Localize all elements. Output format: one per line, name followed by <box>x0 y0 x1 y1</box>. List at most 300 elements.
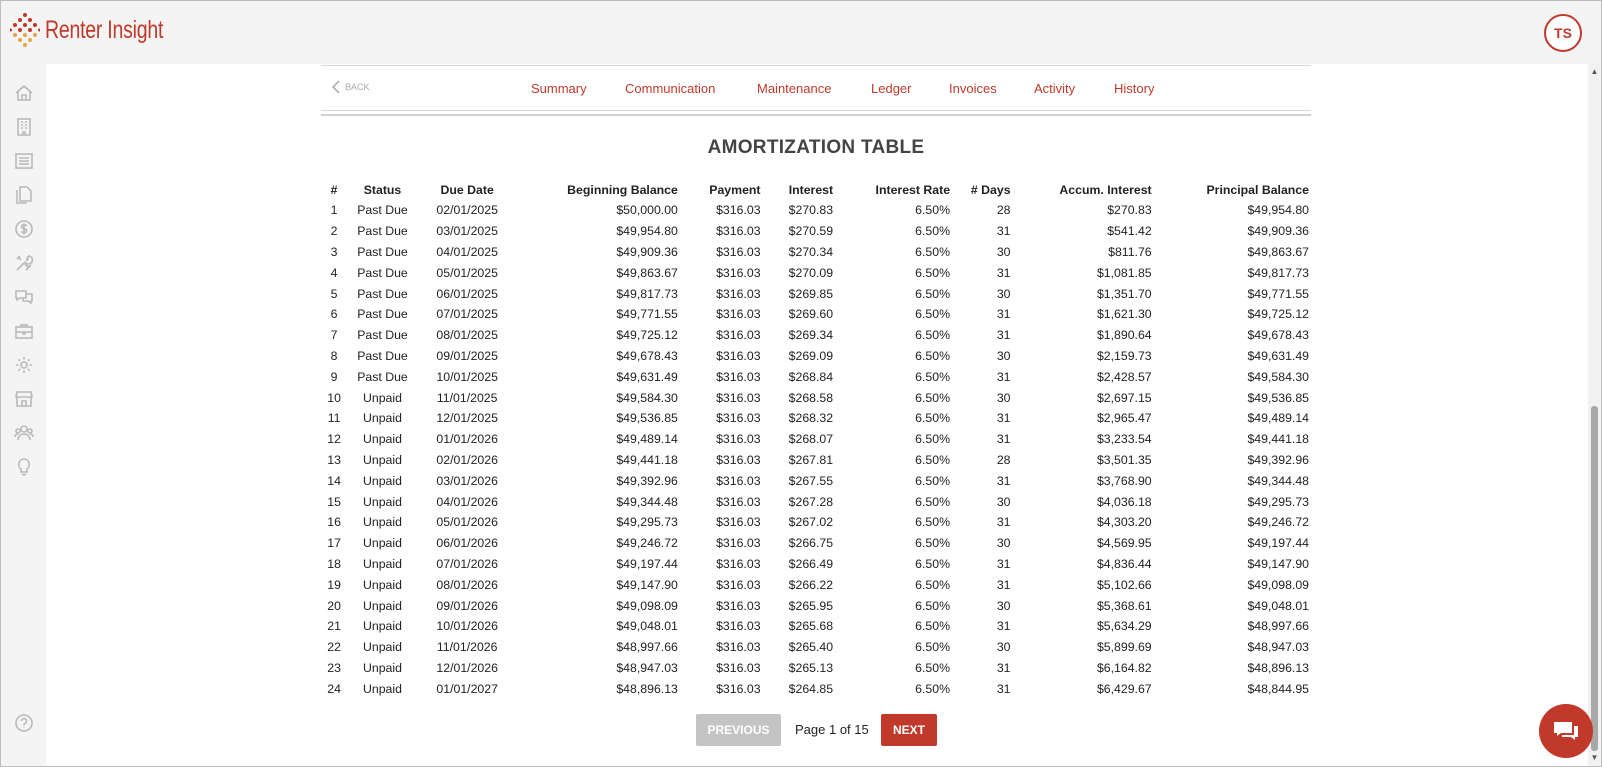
tab-activity[interactable]: Activity <box>1034 81 1076 96</box>
cell-row-number: 11 <box>327 411 341 426</box>
cell-status: Unpaid <box>363 660 402 675</box>
cell-principal-balance: $49,678.43 <box>1247 328 1309 343</box>
cell-accum-interest: $4,036.18 <box>1096 494 1152 509</box>
chat-icon[interactable] <box>13 286 35 308</box>
column-header: # Days <box>970 182 1011 197</box>
cell-payment: $316.03 <box>716 536 761 551</box>
cell-row-number: 16 <box>327 515 341 530</box>
cell-interest: $269.60 <box>788 307 834 322</box>
cell-payment: $316.03 <box>716 432 761 447</box>
scroll-up-arrow-icon[interactable]: ▲ <box>1590 67 1599 76</box>
users-icon[interactable] <box>13 422 35 444</box>
cell-due-date: 05/01/2025 <box>436 265 498 280</box>
cell-status: Unpaid <box>363 556 402 571</box>
cell-beginning-balance: $49,441.18 <box>616 452 678 467</box>
cell-payment: $316.03 <box>716 224 761 239</box>
cell-principal-balance: $49,392.96 <box>1247 452 1309 467</box>
cell-interest: $265.13 <box>788 660 834 675</box>
table-row <box>321 491 1311 512</box>
cell-beginning-balance: $49,817.73 <box>616 286 678 301</box>
cell-row-number: 21 <box>327 619 341 634</box>
cell-beginning-balance: $49,197.44 <box>616 556 678 571</box>
cell-due-date: 09/01/2026 <box>436 598 498 613</box>
cell-accum-interest: $6,164.82 <box>1096 660 1152 675</box>
dollar-icon[interactable] <box>13 218 35 240</box>
storefront-icon[interactable] <box>13 388 35 410</box>
cell-due-date: 07/01/2026 <box>436 556 498 571</box>
table-row <box>321 325 1311 346</box>
cell-interest-rate: 6.50% <box>915 390 951 405</box>
cell-interest-rate: 6.50% <box>915 598 951 613</box>
cell-days: 30 <box>996 286 1011 301</box>
cell-beginning-balance: $50,000.00 <box>616 203 678 218</box>
cell-due-date: 04/01/2025 <box>436 244 498 259</box>
table-row <box>321 595 1311 616</box>
cell-row-number: 12 <box>327 432 341 447</box>
column-header: Due Date <box>440 182 494 197</box>
table-row <box>321 200 1311 221</box>
cell-interest-rate: 6.50% <box>915 432 951 447</box>
cell-interest: $268.84 <box>788 369 834 384</box>
cell-interest-rate: 6.50% <box>915 265 951 280</box>
briefcase-icon[interactable] <box>13 320 35 342</box>
cell-status: Past Due <box>357 265 408 280</box>
cell-principal-balance: $49,771.55 <box>1247 286 1309 301</box>
cell-accum-interest: $4,303.20 <box>1096 515 1152 530</box>
cell-principal-balance: $48,997.66 <box>1247 619 1309 634</box>
cell-accum-interest: $4,569.95 <box>1096 536 1152 551</box>
cell-days: 30 <box>996 640 1011 655</box>
cell-interest: $267.02 <box>788 515 834 530</box>
cell-beginning-balance: $49,344.48 <box>616 494 678 509</box>
cell-interest: $270.34 <box>788 244 834 259</box>
cell-days: 30 <box>996 348 1011 363</box>
cell-status: Unpaid <box>363 536 402 551</box>
cell-interest-rate: 6.50% <box>915 452 951 467</box>
cell-interest-rate: 6.50% <box>915 515 951 530</box>
cell-due-date: 12/01/2026 <box>436 660 498 675</box>
cell-principal-balance: $48,844.95 <box>1247 681 1309 696</box>
table-row <box>321 512 1311 533</box>
cell-status: Unpaid <box>363 411 402 426</box>
cell-status: Unpaid <box>363 473 402 488</box>
cell-beginning-balance: $49,863.67 <box>616 265 678 280</box>
cell-interest: $264.85 <box>788 681 834 696</box>
list-icon[interactable] <box>13 150 35 172</box>
cell-principal-balance: $49,909.36 <box>1247 224 1309 239</box>
cell-interest: $265.68 <box>788 619 834 634</box>
cell-row-number: 17 <box>327 536 341 551</box>
cell-beginning-balance: $49,489.14 <box>616 432 678 447</box>
cell-days: 30 <box>996 494 1011 509</box>
cell-payment: $316.03 <box>716 473 761 488</box>
cell-principal-balance: $49,489.14 <box>1247 411 1309 426</box>
cell-interest-rate: 6.50% <box>915 369 951 384</box>
cell-row-number: 6 <box>330 307 338 322</box>
cell-beginning-balance: $49,909.36 <box>616 244 678 259</box>
cell-interest: $268.32 <box>788 411 834 426</box>
cell-interest-rate: 6.50% <box>915 556 951 571</box>
user-avatar[interactable]: TS <box>1544 14 1582 52</box>
cell-row-number: 13 <box>327 452 341 467</box>
cell-principal-balance: $49,817.73 <box>1247 265 1309 280</box>
cell-interest: $270.59 <box>788 224 834 239</box>
cell-accum-interest: $2,159.73 <box>1096 348 1152 363</box>
cell-due-date: 05/01/2026 <box>436 515 498 530</box>
lightbulb-icon[interactable] <box>13 456 35 478</box>
cell-interest-rate: 6.50% <box>915 619 951 634</box>
cell-interest-rate: 6.50% <box>915 660 951 675</box>
cell-principal-balance: $49,584.30 <box>1247 369 1309 384</box>
cell-due-date: 07/01/2025 <box>436 307 498 322</box>
scrollbar-thumb[interactable] <box>1591 406 1598 751</box>
tab-invoices[interactable]: Invoices <box>949 81 997 96</box>
gear-icon[interactable] <box>13 354 35 376</box>
cell-interest-rate: 6.50% <box>915 286 951 301</box>
cell-due-date: 03/01/2026 <box>436 473 498 488</box>
table-row <box>321 429 1311 450</box>
cell-beginning-balance: $49,392.96 <box>616 473 678 488</box>
cell-days: 31 <box>996 660 1011 675</box>
cell-accum-interest: $5,634.29 <box>1096 619 1152 634</box>
cell-accum-interest: $811.76 <box>1108 244 1152 259</box>
cell-days: 31 <box>996 619 1011 634</box>
column-header: Payment <box>709 182 761 197</box>
table-row <box>321 304 1311 325</box>
cell-due-date: 01/01/2026 <box>436 432 498 447</box>
amortization-table <box>321 179 1311 699</box>
column-header: Accum. Interest <box>1059 182 1152 197</box>
tab-history[interactable]: History <box>1114 81 1155 96</box>
cell-row-number: 23 <box>327 660 341 675</box>
cell-row-number: 10 <box>327 390 341 405</box>
divider <box>321 110 1311 111</box>
column-header: Principal Balance <box>1206 182 1309 197</box>
top-bar <box>1 1 1601 64</box>
cell-beginning-balance: $49,048.01 <box>616 619 678 634</box>
cell-beginning-balance: $49,631.49 <box>616 369 678 384</box>
back-label: BACK <box>345 82 370 92</box>
cell-interest-rate: 6.50% <box>915 307 951 322</box>
table-row <box>321 616 1311 637</box>
cell-interest: $266.22 <box>788 577 834 592</box>
scroll-down-arrow-icon[interactable]: ▼ <box>1590 753 1599 762</box>
table-row <box>321 533 1311 554</box>
cell-interest-rate: 6.50% <box>915 224 951 239</box>
divider <box>321 114 1311 116</box>
cell-interest-rate: 6.50% <box>915 244 951 259</box>
cell-status: Past Due <box>357 244 408 259</box>
cell-due-date: 11/01/2026 <box>436 640 498 655</box>
cell-principal-balance: $48,947.03 <box>1247 640 1309 655</box>
cell-days: 31 <box>996 556 1011 571</box>
cell-status: Past Due <box>357 224 408 239</box>
table-row <box>321 346 1311 367</box>
cell-principal-balance: $49,295.73 <box>1247 494 1309 509</box>
cell-interest-rate: 6.50% <box>915 411 951 426</box>
table-row <box>321 221 1311 242</box>
cell-accum-interest: $5,368.61 <box>1096 598 1152 613</box>
cell-accum-interest: $1,621.30 <box>1096 307 1152 322</box>
cell-payment: $316.03 <box>716 681 761 696</box>
cell-payment: $316.03 <box>716 577 761 592</box>
table-row <box>321 658 1311 679</box>
cell-payment: $316.03 <box>716 556 761 571</box>
cell-days: 31 <box>996 307 1011 322</box>
cell-days: 31 <box>996 515 1011 530</box>
cell-days: 30 <box>996 536 1011 551</box>
cell-principal-balance: $49,147.90 <box>1247 556 1309 571</box>
cell-payment: $316.03 <box>716 328 761 343</box>
cell-due-date: 12/01/2025 <box>436 411 498 426</box>
cell-payment: $316.03 <box>716 348 761 363</box>
cell-interest-rate: 6.50% <box>915 494 951 509</box>
cell-interest: $266.49 <box>788 556 834 571</box>
cell-beginning-balance: $49,295.73 <box>616 515 678 530</box>
cell-interest-rate: 6.50% <box>915 536 951 551</box>
cell-principal-balance: $49,246.72 <box>1247 515 1309 530</box>
tab-summary[interactable]: Summary <box>531 81 587 96</box>
cell-interest-rate: 6.50% <box>915 348 951 363</box>
cell-beginning-balance: $49,584.30 <box>616 390 678 405</box>
table-row <box>321 574 1311 595</box>
cell-beginning-balance: $49,678.43 <box>616 348 678 363</box>
column-header: Interest Rate <box>875 182 951 197</box>
cell-payment: $316.03 <box>716 598 761 613</box>
cell-principal-balance: $49,536.85 <box>1247 390 1309 405</box>
cell-row-number: 20 <box>327 598 341 613</box>
cell-beginning-balance: $49,098.09 <box>616 598 678 613</box>
cell-status: Unpaid <box>363 619 402 634</box>
cell-beginning-balance: $49,771.55 <box>616 307 678 322</box>
cell-beginning-balance: $49,725.12 <box>616 328 678 343</box>
cell-due-date: 02/01/2025 <box>436 203 498 218</box>
column-header: # <box>330 182 338 197</box>
table-row <box>321 637 1311 658</box>
cell-status: Unpaid <box>363 515 402 530</box>
help-icon[interactable] <box>13 712 35 734</box>
cell-status: Unpaid <box>363 681 402 696</box>
cell-accum-interest: $3,233.54 <box>1096 432 1152 447</box>
cell-payment: $316.03 <box>716 640 761 655</box>
cell-beginning-balance: $48,896.13 <box>616 681 678 696</box>
tools-icon[interactable] <box>13 252 35 274</box>
cell-due-date: 06/01/2025 <box>436 286 498 301</box>
cell-status: Past Due <box>357 348 408 363</box>
cell-due-date: 10/01/2026 <box>436 619 498 634</box>
cell-accum-interest: $541.42 <box>1107 224 1152 239</box>
previous-button[interactable]: PREVIOUS <box>696 714 781 746</box>
page-indicator: Page 1 of 15 <box>795 722 869 737</box>
cell-status: Unpaid <box>363 494 402 509</box>
cell-payment: $316.03 <box>716 244 761 259</box>
cell-interest: $267.81 <box>788 452 834 467</box>
cell-status: Past Due <box>357 307 408 322</box>
cell-interest: $270.83 <box>788 203 834 218</box>
documents-icon[interactable] <box>13 184 35 206</box>
cell-principal-balance: $49,631.49 <box>1247 348 1309 363</box>
cell-payment: $316.03 <box>716 203 761 218</box>
cell-due-date: 01/01/2027 <box>436 681 498 696</box>
cell-status: Past Due <box>357 203 408 218</box>
column-header: Beginning Balance <box>567 182 678 197</box>
cell-payment: $316.03 <box>716 515 761 530</box>
cell-due-date: 02/01/2026 <box>436 452 498 467</box>
cell-principal-balance: $49,725.12 <box>1247 307 1309 322</box>
cell-row-number: 22 <box>327 640 341 655</box>
cell-status: Unpaid <box>363 432 402 447</box>
cell-due-date: 11/01/2025 <box>436 390 498 405</box>
table-row <box>321 470 1311 491</box>
cell-interest-rate: 6.50% <box>915 640 951 655</box>
cell-accum-interest: $3,768.90 <box>1096 473 1152 488</box>
cell-interest: $268.07 <box>788 432 834 447</box>
cell-row-number: 1 <box>330 203 338 218</box>
table-row <box>321 283 1311 304</box>
cell-accum-interest: $5,899.69 <box>1096 640 1152 655</box>
cell-days: 31 <box>996 369 1011 384</box>
cell-status: Unpaid <box>363 577 402 592</box>
cell-interest: $267.28 <box>788 494 834 509</box>
cell-row-number: 7 <box>330 328 338 343</box>
cell-payment: $316.03 <box>716 390 761 405</box>
cell-interest: $270.09 <box>788 265 834 280</box>
cell-days: 31 <box>996 432 1011 447</box>
cell-payment: $316.03 <box>716 265 761 280</box>
cell-beginning-balance: $49,954.80 <box>616 224 678 239</box>
cell-row-number: 19 <box>327 577 341 592</box>
cell-accum-interest: $1,081.85 <box>1096 265 1152 280</box>
cell-payment: $316.03 <box>716 369 761 384</box>
cell-status: Past Due <box>357 369 408 384</box>
cell-row-number: 15 <box>327 494 341 509</box>
cell-due-date: 03/01/2025 <box>436 224 498 239</box>
column-header: Interest <box>788 182 834 197</box>
cell-interest: $267.55 <box>788 473 834 488</box>
table-header-row <box>321 179 1311 200</box>
cell-principal-balance: $49,197.44 <box>1247 536 1309 551</box>
table-row <box>321 554 1311 575</box>
cell-beginning-balance: $49,246.72 <box>616 536 678 551</box>
cell-interest-rate: 6.50% <box>915 577 951 592</box>
table-row <box>321 678 1311 699</box>
cell-interest: $266.75 <box>788 536 834 551</box>
cell-due-date: 10/01/2025 <box>436 369 498 384</box>
cell-row-number: 14 <box>327 473 341 488</box>
next-button[interactable]: NEXT <box>881 714 937 746</box>
cell-row-number: 3 <box>330 244 338 259</box>
cell-principal-balance: $49,441.18 <box>1247 432 1309 447</box>
cell-principal-balance: $49,954.80 <box>1247 203 1309 218</box>
cell-status: Unpaid <box>363 640 402 655</box>
cell-interest: $269.09 <box>788 348 834 363</box>
cell-days: 31 <box>996 681 1011 696</box>
back-button[interactable] <box>331 79 370 95</box>
building-icon[interactable] <box>13 116 35 138</box>
cell-status: Past Due <box>357 328 408 343</box>
cell-interest-rate: 6.50% <box>915 203 951 218</box>
cell-accum-interest: $1,890.64 <box>1096 328 1152 343</box>
cell-status: Unpaid <box>363 598 402 613</box>
cell-days: 31 <box>996 577 1011 592</box>
cell-days: 31 <box>996 473 1011 488</box>
cell-days: 28 <box>996 203 1011 218</box>
page-title: AMORTIZATION TABLE <box>707 137 925 158</box>
table-body <box>321 200 1311 699</box>
cell-status: Past Due <box>357 286 408 301</box>
cell-accum-interest: $2,428.57 <box>1096 369 1152 384</box>
table-row <box>321 242 1311 263</box>
chevron-left-icon <box>331 79 341 95</box>
table-row <box>321 408 1311 429</box>
tab-maintenance[interactable]: Maintenance <box>757 81 832 96</box>
table-row <box>321 450 1311 471</box>
cell-due-date: 04/01/2026 <box>436 494 498 509</box>
cell-payment: $316.03 <box>716 411 761 426</box>
cell-row-number: 8 <box>330 348 338 363</box>
cell-payment: $316.03 <box>716 307 761 322</box>
cell-beginning-balance: $49,147.90 <box>616 577 678 592</box>
sidebar <box>1 64 46 766</box>
cell-row-number: 18 <box>327 556 341 571</box>
renter-insight-logo[interactable] <box>10 12 196 48</box>
cell-status: Unpaid <box>363 390 402 405</box>
cell-accum-interest: $2,965.47 <box>1096 411 1152 426</box>
cell-payment: $316.03 <box>716 619 761 634</box>
tab-ledger[interactable]: Ledger <box>871 81 912 96</box>
cell-interest-rate: 6.50% <box>915 473 951 488</box>
cell-payment: $316.03 <box>716 452 761 467</box>
cell-days: 31 <box>996 224 1011 239</box>
cell-interest-rate: 6.50% <box>915 681 951 696</box>
cell-principal-balance: $49,048.01 <box>1247 598 1309 613</box>
column-header: Status <box>363 182 402 197</box>
cell-due-date: 08/01/2025 <box>436 328 498 343</box>
cell-accum-interest: $1,351.70 <box>1096 286 1152 301</box>
cell-due-date: 08/01/2026 <box>436 577 498 592</box>
cell-due-date: 09/01/2025 <box>436 348 498 363</box>
cell-days: 31 <box>996 411 1011 426</box>
cell-principal-balance: $49,863.67 <box>1247 244 1309 259</box>
table-row <box>321 387 1311 408</box>
cell-accum-interest: $2,697.15 <box>1096 390 1152 405</box>
table-row <box>321 366 1311 387</box>
cell-principal-balance: $49,098.09 <box>1247 577 1309 592</box>
cell-payment: $316.03 <box>716 494 761 509</box>
cell-days: 31 <box>996 328 1011 343</box>
cell-row-number: 5 <box>330 286 338 301</box>
brand-name: Renter Insight <box>45 15 164 44</box>
cell-payment: $316.03 <box>716 660 761 675</box>
chat-widget-button[interactable] <box>1539 704 1593 758</box>
logo-diamond-icon <box>10 12 40 48</box>
cell-interest: $265.95 <box>788 598 834 613</box>
cell-accum-interest: $4,836.44 <box>1096 556 1152 571</box>
cell-interest: $265.40 <box>788 640 834 655</box>
cell-status: Unpaid <box>363 452 402 467</box>
cell-days: 31 <box>996 265 1011 280</box>
cell-accum-interest: $270.83 <box>1107 203 1152 218</box>
cell-interest-rate: 6.50% <box>915 328 951 343</box>
home-icon[interactable] <box>13 82 35 104</box>
tab-communication[interactable]: Communication <box>625 81 716 96</box>
cell-interest: $269.34 <box>788 328 834 343</box>
cell-due-date: 06/01/2026 <box>436 536 498 551</box>
cell-interest: $268.58 <box>788 390 834 405</box>
table-row <box>321 262 1311 283</box>
cell-row-number: 4 <box>330 265 338 280</box>
cell-payment: $316.03 <box>716 286 761 301</box>
